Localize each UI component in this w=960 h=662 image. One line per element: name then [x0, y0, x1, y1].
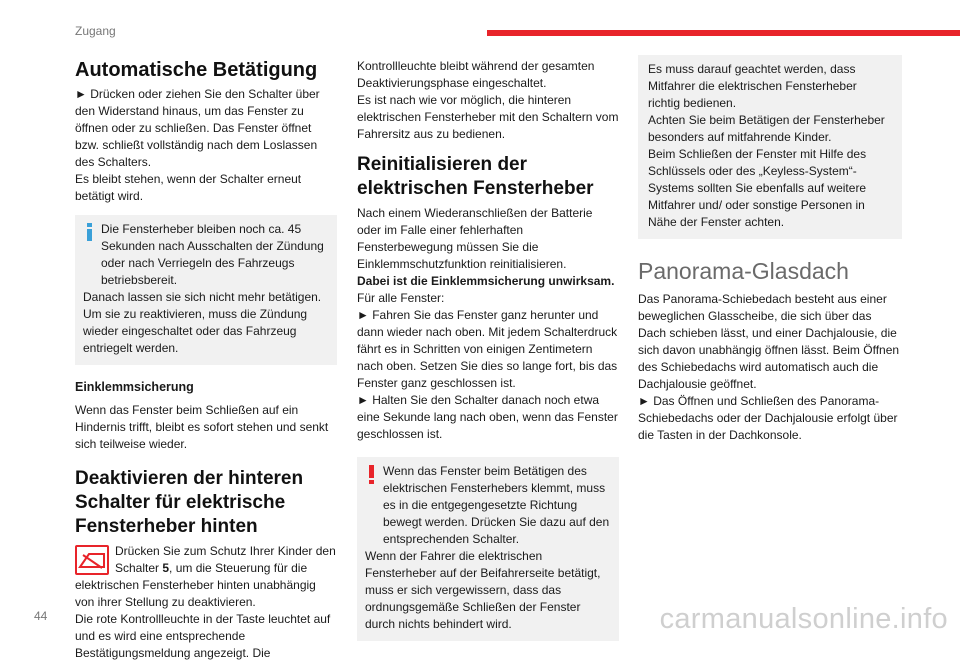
warning-icon [369, 465, 374, 485]
watermark: carmanualsonline.info [659, 603, 948, 635]
warning-text-1: Wenn das Fenster beim Betätigen des elektrischen Fensterhebers klemmt, muss es in die entgegengesetzte Richtung bewegt werden. Drücken Sie dazu auf den entsprechenden Schalter. [383, 464, 610, 546]
info-text-2: Danach lassen sie sich nicht mehr betätigen. Um sie zu reaktivieren, muss die Zündung wieder eingeschaltet oder das Fahrzeug entriegelt werden. [83, 290, 322, 355]
paragraph-light-remains: Kontrollleuchte bleibt während der gesamten Deaktivierungsphase eingeschaltet. [357, 59, 595, 90]
column-3 [638, 55, 902, 444]
caution-text-3: Beim Schließen der Fenster mit Hilfe des Schlüssels oder des „Keyless-System“-Systems sollten Sie ebenfalls auf weitere Mitfahrer und/ oder sonstige Personen in Nähe der Fenster achten. [648, 147, 867, 229]
caution-text-1: Es muss darauf geachtet werden, dass Mitfahrer die elektrischen Fensterheber richtig bedienen. [648, 62, 857, 110]
info-icon [87, 223, 92, 241]
paragraph-step-1: ► Fahren Sie das Fenster ganz herunter und dann wieder nach oben. Mit jedem Schalterdruck fährt es in Schritten von einigen Zentimetern nach oben. Setzen Sie dies so lange fort, bis das Fenster ganz geschlossen ist. [357, 308, 618, 390]
paragraph-stops: Es bleibt stehen, wenn der Schalter erneut betätigt wird. [75, 172, 302, 203]
heading-deactivate-rear-switches: Deaktivieren der hinteren Schalter für elektrische Fensterheber hinten [75, 468, 304, 537]
paragraph-pinch-protection: Wenn das Fenster beim Schließen auf ein Hindernis trifft, bleibt es sofort stehen und senkt sich teilweise wieder. [75, 403, 329, 451]
caution-text-2: Achten Sie beim Betätigen der Fensterheber besonders auf mitfahrende Kinder. [648, 113, 885, 144]
heading-automatic-operation: Automatische Betätigung [75, 59, 318, 81]
switch-number: 5 [162, 561, 170, 575]
paragraph-driver-control: Es ist nach wie vor möglich, die hinteren elektrischen Fensterheber mit den Schaltern vom Fahrersitz aus zu bedienen. [357, 93, 619, 141]
paragraph-all-windows: Für alle Fenster: [357, 291, 445, 305]
child-lock-switch-icon [75, 545, 109, 575]
paragraph-panoramic-controls: ► Das Öffnen und Schließen des Panorama-Schiebedachs oder der Dachjalousie erfolgt über die Tasten in der Dachkonsole. [638, 394, 898, 442]
heading-pinch-protection: Einklemmsicherung [75, 380, 194, 394]
page-number: 44 [34, 609, 48, 623]
column-1 [75, 58, 337, 662]
heading-reinitialize: Reinitialisieren der elektrischen Fensterheber [357, 154, 594, 199]
header-accent-bar [487, 30, 960, 36]
info-box [75, 215, 337, 365]
section-header: Zugang [75, 24, 116, 38]
paragraph-reinit-warning: Dabei ist die Einklemmsicherung unwirksam. [357, 274, 615, 288]
deactivate-text-c: , um die Steuerung für die elektrischen Fensterheber hinten unabhängig von ihrer Stellung zu deaktivieren. [75, 561, 316, 609]
warning-text-2: Wenn der Fahrer die elektrischen Fensterheber auf der Beifahrerseite betätigt, muss er sich vergewissern, dass das ordnungsgemäße Schließen der Fenster durch nichts behindert wird. [365, 549, 601, 631]
heading-panoramic-roof: Panorama-Glasdach [638, 258, 849, 284]
paragraph-step-2: ► Halten Sie den Schalter danach noch etwa eine Sekunde lang nach oben, wenn das Fenster geschlossen ist. [357, 393, 618, 441]
paragraph-panoramic-roof: Das Panorama-Schiebedach besteht aus einer beweglichen Glasscheibe, die sich über das Dach schieben lässt, und einer Dachjalousie, die sich davon unabhängig öffnen lässt. Beim Öffnen des Schiebedachs wird automatisch auch die Dachjalousie geöffnet. [638, 292, 900, 391]
caution-box [638, 55, 902, 239]
paragraph-automatic-operation: ► Drücken oder ziehen Sie den Schalter über den Widerstand hinaus, um das Fenster zu öffnen oder zu schließen. Das Fenster öffnet bzw. schließt vollständig nach dem Loslassen des Schalters. [75, 87, 320, 169]
info-text-1: Die Fensterheber bleiben noch ca. 45 Sekunden nach Ausschalten der Zündung oder nach Verriegeln des Fahrzeugs betriebsbereit. [101, 222, 324, 287]
paragraph-warning-light: Die rote Kontrollleuchte in der Taste leuchtet auf und es wird eine entsprechende Bestätigungsmeldung angezeigt. Die [75, 612, 331, 660]
deactivate-block [75, 543, 337, 662]
paragraph-reinit-intro: Nach einem Wiederanschließen der Batterie oder im Falle einer fehlerhaften Fensterbewegung müssen Sie die Einklemmschutzfunktion reinitialisieren. [357, 206, 593, 271]
deactivate-text-a: Drücken Sie zum Schutz Ihrer Kinder den Schalter [115, 544, 336, 575]
column-2 [357, 58, 619, 641]
warning-box [357, 457, 619, 641]
